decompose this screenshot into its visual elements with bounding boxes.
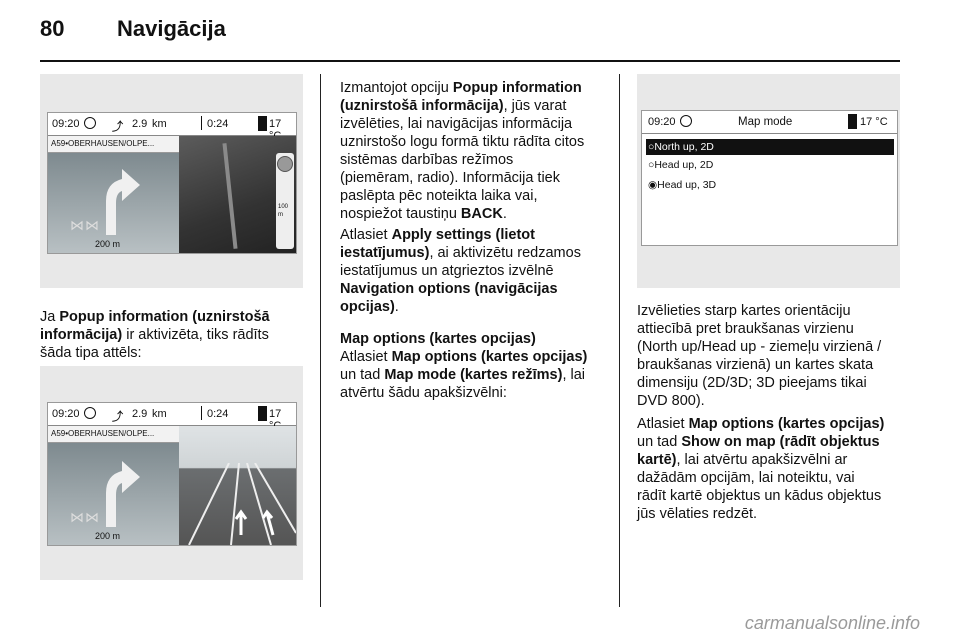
paragraph-apply-settings: Atlasiet Apply settings (lietot iestatījumus), ai aktivizētu redzamos iestatījumus un atgrieztos izvēlnē Navigation options (navigācijas opcijas). <box>340 227 581 315</box>
highway-lanes <box>179 463 296 545</box>
distance-value: 2.9 <box>132 408 148 420</box>
eta-separator <box>201 116 202 130</box>
figure-map-mode-menu <box>637 74 900 288</box>
eta-value: 0:24 <box>207 118 229 130</box>
lane-markers: ⋈⋈ <box>70 509 100 525</box>
clock-icon <box>84 407 96 419</box>
temperature-value: 17 <box>269 118 282 130</box>
compass-icon <box>277 156 293 172</box>
column-divider-1 <box>320 74 321 607</box>
paragraph-orientation: Izvēlieties starp kartes orientāciju attiecībā pret braukšanas virzienu (North up/Head up - ziemeļu virzienā / braukšanas virzienā) un kartes skata dimensiju (2D/3D; 3D pieejams tikai DVD 800). <box>637 303 882 409</box>
distance-value: 2.9 <box>132 118 148 130</box>
figure-nav-screen-1 <box>40 74 303 288</box>
nav-screen-2 <box>47 402 297 546</box>
menu-title: Map mode <box>738 116 793 128</box>
status-bar <box>642 111 897 134</box>
zoom-label: 100 m <box>278 204 289 218</box>
time-display: 09:20 <box>52 408 80 420</box>
clock-icon <box>84 117 96 129</box>
menu-item-head-up-3d[interactable]: ◉Head up, 3D <box>648 179 717 191</box>
paragraph-show-on-map: Atlasiet Map options (kartes opcijas) un tad Show on map (rādīt objektus kartē), lai atvērtu apakšizvēlni ar dažādām opcijām, lai noteiktu, vai rādīt kartē objektus un kādus objektus jūs vēlaties redzēt. <box>637 416 885 522</box>
lane-markers: ⋈⋈ <box>70 217 100 233</box>
watermark: carmanualsonline.info <box>744 613 920 633</box>
paragraph-popup-info: Ja Popup information (uznirstošā informācija) ir aktivizēta, tiks rādīts šāda tipa attēls: <box>40 309 270 361</box>
road-name: A59•OBERHAUSEN/OLPE... <box>48 136 179 153</box>
turn-arrow-icon <box>94 161 144 235</box>
section-heading-map-options: Map options (kartes opcijas) <box>340 331 536 347</box>
menu-item-head-up-2d[interactable]: ○Head up, 2D <box>648 159 714 171</box>
map-mode-screen <box>641 110 898 246</box>
turn-arrow-icon <box>94 453 144 527</box>
turn-icon: ⤴ <box>112 411 123 423</box>
clock-icon <box>680 115 692 127</box>
temperature-value: 17 °C <box>860 116 888 128</box>
status-bar <box>48 113 296 136</box>
paragraph-map-mode: Atlasiet Map options (kartes opcijas) un tad Map mode (kartes režīms), lai atvērtu šādu apakšizvēlni: <box>340 349 588 401</box>
header-rule <box>40 60 900 62</box>
turn-icon: ⤴ <box>112 121 123 133</box>
distance-unit: km <box>152 118 167 130</box>
status-bar <box>48 403 296 426</box>
time-display: 09:20 <box>648 116 676 128</box>
scale-label: 200 m <box>95 239 121 249</box>
menu-item-north-up-2d[interactable]: ○North up, 2D <box>646 139 894 155</box>
time-display: 09:20 <box>52 118 80 130</box>
figure-nav-screen-2 <box>40 366 303 580</box>
column-divider-2 <box>619 74 620 607</box>
eta-separator <box>201 406 202 420</box>
distance-unit: km <box>152 408 167 420</box>
road-name: A59•OBERHAUSEN/OLPE... <box>48 426 179 443</box>
eta-value: 0:24 <box>207 408 229 420</box>
thermometer-icon <box>258 116 267 131</box>
nav-screen-1 <box>47 112 297 254</box>
page-number: 80 <box>40 16 65 41</box>
scale-label: 200 m <box>95 531 121 541</box>
thermometer-icon <box>848 114 857 129</box>
page-title: Navigācija <box>117 16 226 41</box>
thermometer-icon <box>258 406 267 421</box>
paragraph-popup-setting: Izmantojot opciju Popup information (uznirstošā informācija), jūs varat izvēlēties, lai navigācijas informācija uznirstošo logu formā tiktu rādīta citos sistēmas darbības režīmos (piemēram, radio). Informācija tiek paslēpta pēc noteikta laika vai, nospiežot taustiņu BACK. <box>340 80 585 222</box>
temperature-value: 17 <box>269 408 282 420</box>
